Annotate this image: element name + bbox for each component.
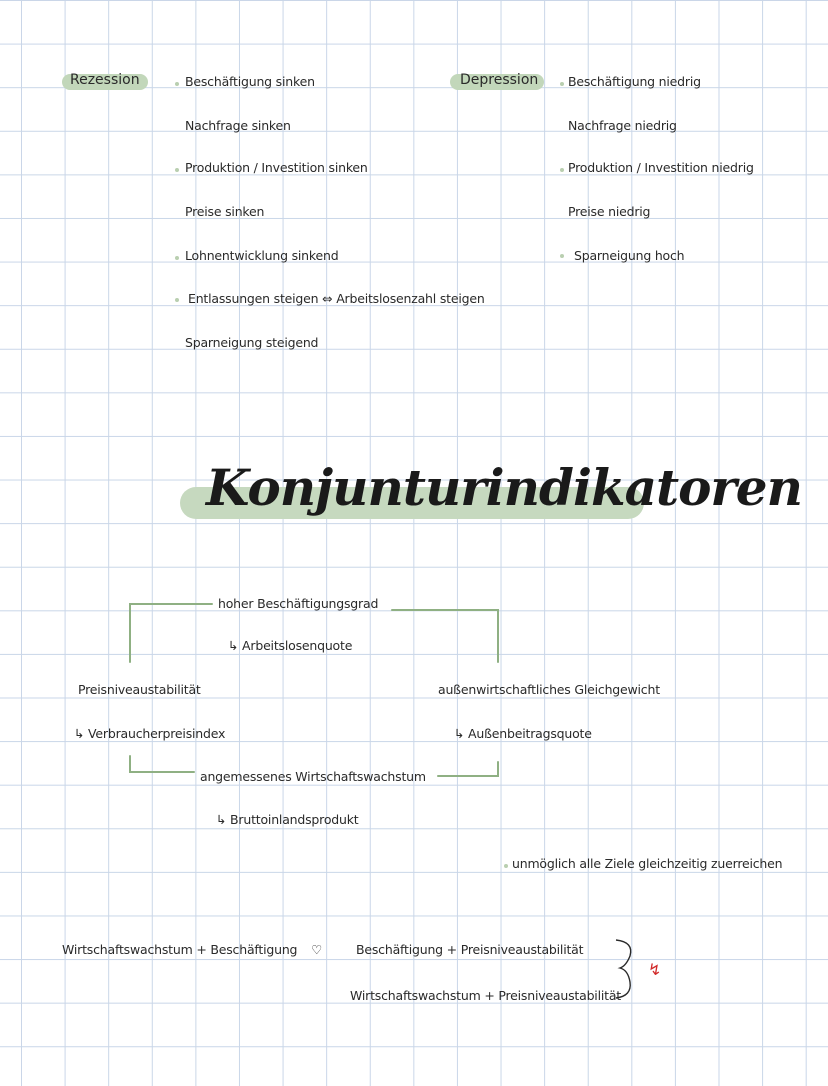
lightning-icon: ↯ <box>648 960 662 979</box>
indicator-right-sub: ↳ Außenbeitragsquote <box>454 726 592 741</box>
indicator-left: Preisniveaustabilität <box>78 682 201 697</box>
recession-label: Rezession <box>70 72 140 88</box>
recession-item: Sparneigung steigend <box>185 335 319 350</box>
indicator-bottom: angemessenes Wirtschaftswachstum <box>200 769 426 784</box>
indicator-top-sub: ↳ Arbeitslosenquote <box>228 638 353 653</box>
recession-item: Beschäftigung sinken <box>185 74 315 89</box>
page-title: Konjunturindikatoren <box>206 458 802 517</box>
conflict-pair-2: Wirtschaftswachstum + Preisniveaustabilität <box>350 988 621 1003</box>
recession-item: Produktion / Investition sinken <box>185 160 368 175</box>
indicator-bottom-sub: ↳ Bruttoinlandsprodukt <box>216 812 359 827</box>
indicator-right: außenwirtschaftliches Gleichgewicht <box>438 682 660 697</box>
depression-item: Preise niedrig <box>568 204 651 219</box>
compatible-pair-text: Wirtschaftswachstum + Beschäftigung <box>62 942 298 957</box>
depression-item: Produktion / Investition niedrig <box>568 160 754 175</box>
goals-note: unmöglich alle Ziele gleichzeitig zuerreichen <box>512 856 783 871</box>
recession-item: Lohnentwicklung sinkend <box>185 248 339 263</box>
depression-label: Depression <box>460 72 539 88</box>
recession-item: Entlassungen steigen ⇔ Arbeitslosenzahl steigen <box>188 291 485 306</box>
recession-item: Preise sinken <box>185 204 265 219</box>
depression-item: Beschäftigung niedrig <box>568 74 701 89</box>
indicator-left-sub: ↳ Verbraucherpreisindex <box>74 726 226 741</box>
heart-icon: ♡ <box>311 942 323 957</box>
conflict-pair-1: Beschäftigung + Preisniveaustabilität <box>356 942 584 957</box>
indicator-top: hoher Beschäftigungsgrad <box>218 596 379 611</box>
depression-item: Sparneigung hoch <box>574 248 685 263</box>
depression-item: Nachfrage niedrig <box>568 118 677 133</box>
recession-item: Nachfrage sinken <box>185 118 291 133</box>
